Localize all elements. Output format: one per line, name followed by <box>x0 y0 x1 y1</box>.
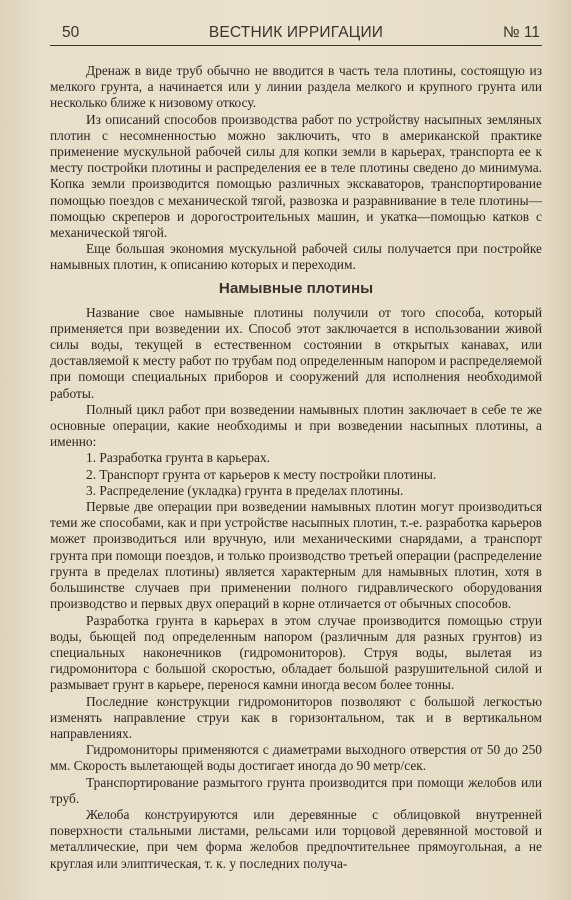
paragraph: Транспортирование размытого грунта производится при помощи желобов или труб. <box>50 774 542 806</box>
paragraph: Первые две операции при возведении намывных плотин могут производиться теми же способами, как и при устройстве насыпных плотин, т.-е. разработка карьеров может производиться или вручную, или механическими снарядами, а транспорт грунта при помощи поездов, и только производство третьей операции (распределение грунта в пределах плотины) является характерным для намывных плотин, хотя в большинстве случаев при применении полного гидравлического оборудования производство и первых двух операций в корне отличается от обычных способов. <box>50 499 542 612</box>
section-heading: Намывные плотины <box>218 279 374 297</box>
issue-number: № 11 <box>502 24 540 41</box>
list-item: 2. Транспорт грунта от карьеров к месту постройки плотины. <box>86 466 437 482</box>
paragraph: Полный цикл работ при возведении намывных плотин заключает в себе те же основные операции, какие необходимы и при возведении насыпных плотины, а именно: <box>50 401 542 450</box>
paragraph: Разработка грунта в карьерах в этом случае производится помощью струи воды, бьющей под определенным напором (различным для разных грунтов) из специальных наконечников (гидромониторов). Струя воды, вылетая из гидромонитора с большой скоростью, обладает большой разрушительной силой и размывает грунт в карьере, перенося камни иногда весом более тонны. <box>50 612 542 693</box>
paragraph: Последние конструкции гидромониторов позволяют с большой легкостью изменять направление струи как в горизонтальном, так и в вертикальном направлениях. <box>50 693 542 741</box>
list-item: 1. Разработка грунта в карьерах. <box>86 450 271 466</box>
paragraph: Название свое намывные плотины получили от того способа, который применяется при возведении их. Способ этот заключается в использовании живой силы воды, текущей в естественном состоянии в открытых канавах, или доставляемой к месту работ по трубам под определенным напором и распределяемой при помощи специальных приборов и сооружений для исполнения необходимой работы. <box>50 304 542 401</box>
article-body <box>50 63 542 872</box>
journal-title: ВЕСТНИК ИРРИГАЦИИ <box>208 24 384 41</box>
list-item: 3. Распределение (укладка) грунта в пределах плотины. <box>86 482 404 498</box>
paragraph: Из описаний способов производства работ по устройству насыпных земляных плотин с несомненностью можно заключить, что в американской практике применение мускульной рабочей силы для копки земли в карьерах, транспорта ее к месту постройки плотины и распределения ее в теле плотины сведено до минимума. Копка земли производится помощью различных экскаваторов, транспортирование помощью поездов с механической тягой, развозка и разравнивание в теле плотины—помощью скреперов и дорогостроительных машин, и укатка—помощью катков с механической тягой. <box>50 111 542 241</box>
page-header <box>50 22 542 44</box>
header-rule <box>50 45 542 46</box>
paragraph: Гидромониторы применяются с диаметрами выходного отверстия от 50 до 250 мм. Скорость вылетающей воды достигает иногда до 90 метр/сек. <box>50 742 542 774</box>
page-number: 50 <box>62 24 80 41</box>
paragraph: Еще большая экономия мускульной рабочей силы получается при постройке намывных плотин, к описанию которых и переходим. <box>50 241 542 273</box>
paragraph: Желоба конструируются или деревянные с облицовкой внутренней поверхности стальными листами, рельсами или торцовой деревянной мостовой и металлические, при чем форма желобов предпочтительнее прямоугольная, а не круглая или элиптическая, т. к. у последних получа- <box>50 806 542 871</box>
paragraph: Дренаж в виде труб обычно не вводится в часть тела плотины, состоящую из мелкого грунта, а начинается или у линии раздела мелкого и крупного грунта или несколько ближе к низовому откосу. <box>50 63 542 111</box>
